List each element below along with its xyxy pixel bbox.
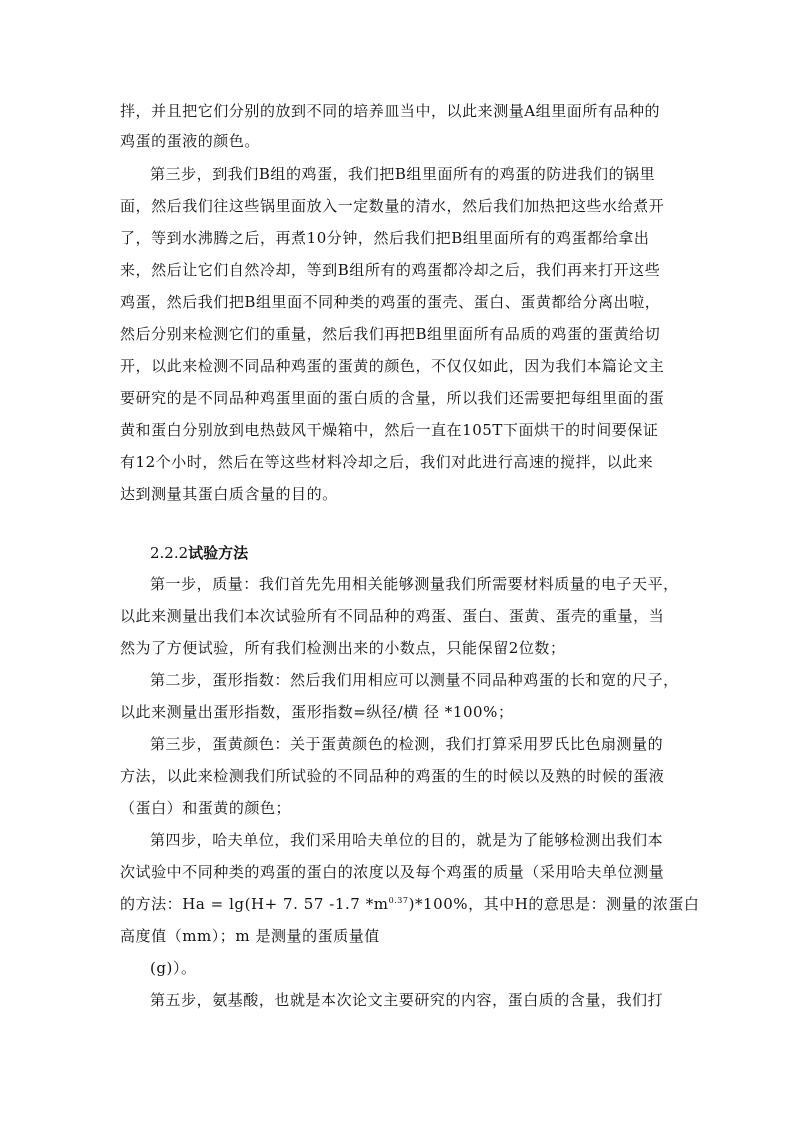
paragraph-line: 了，等到水沸腾之后，再煮10分钟，然后我们把B组里面所有的鸡蛋都给拿出 [120,229,650,247]
paragraph-line: 有12个小时，然后在等这些材料冷却之后，我们对此进行高速的搅拌，以此来 [120,453,654,471]
paragraph-line: 第三步，到我们B组的鸡蛋，我们把B组里面所有的鸡蛋的防进我们的锅里 [150,165,656,183]
paragraph-line: 然为了方便试验，所有我们检测出来的小数点，只能保留2位数； [120,639,566,657]
paragraph-line: 以此来测量出我们本次试验所有不同品种的鸡蛋、蛋白、蛋黄、蛋壳的重量，当 [120,607,665,625]
section-title: 试验方法 [188,544,249,562]
formula-text: 的方法：Ha = lg(H+ 7. 57 -1.7 *m [120,895,389,913]
paragraph-line: 高度值（mm）；m 是测量的蛋质量值 [120,927,380,945]
section-heading [150,543,248,563]
paragraph-line: 鸡蛋的蛋液的颜色。 [120,132,260,150]
paragraph-line: 鸡蛋，然后我们把B组里面不同种类的鸡蛋的蛋壳、蛋白、蛋黄都给分离出啦， [120,293,661,311]
paragraph-line: 第三步，蛋黄颜色：关于蛋黄颜色的检测，我们打算采用罗氏比色扇测量的 [150,735,664,753]
paragraph-line: 开，以此来检测不同品种鸡蛋的蛋黄的颜色，不仅仅如此，因为我们本篇论文主 [120,357,665,375]
formula-line [120,894,700,914]
paragraph-line: 第五步，氨基酸，也就是本次论文主要研究的内容，蛋白质的含量，我们打 [150,991,664,1009]
paragraph-line: 然后分别来检测它们的重量，然后我们再把B组里面所有品质的鸡蛋的蛋黄给切 [120,325,661,343]
section-number: 2.2.2 [150,544,189,562]
paragraph-line: 达到测量其蛋白质含量的目的。 [120,485,338,503]
paragraph-line: 要研究的是不同品种鸡蛋里面的蛋白质的含量，所以我们还需要把每组里面的蛋 [120,389,665,407]
paragraph-line: 以此来测量出蛋形指数，蛋形指数=纵径/横 径 *100%； [120,703,514,721]
formula-text-rest: )*100%，其中H的意思是：测量的浓蛋白 [408,895,700,913]
paragraph-line: 第一步，质量：我们首先先用相关能够测量我们所需要材料质量的电子天平， [150,575,679,593]
paragraph-line: （蛋白）和蛋黄的颜色； [120,799,292,817]
paragraph-line: 次试验中不同种类的鸡蛋的蛋白的浓度以及每个鸡蛋的质量（采用哈夫单位测量 [120,863,665,881]
paragraph-line: 第四步，哈夫单位，我们采用哈夫单位的目的，就是为了能够检测出我们本 [150,831,664,849]
paragraph-line: 拌，并且把它们分别的放到不同的培养皿当中，以此来测量A组里面所有品种的 [120,102,661,120]
paragraph-line: 方法，以此来检测我们所试验的不同品种的鸡蛋的生的时候以及熟的时候的蛋液 [120,767,665,785]
paragraph-line: 面，然后我们往这些锅里面放入一定数量的清水，然后我们加热把这些水给煮开 [120,197,665,215]
paragraph-line: 来，然后让它们自然冷却，等到B组所有的鸡蛋都冷却之后，我们再来打开这些 [120,261,661,279]
paragraph-line: (g)）。 [150,959,197,977]
paragraph-line: 第二步，蛋形指数：然后我们用相应可以测量不同品种鸡蛋的长和宽的尺子， [150,671,679,689]
paragraph-line: 黄和蛋白分别放到电热鼓风干燥箱中，然后一直在105T下面烘干的时间要保证 [120,421,659,439]
formula-exponent: 0.37 [388,896,409,905]
